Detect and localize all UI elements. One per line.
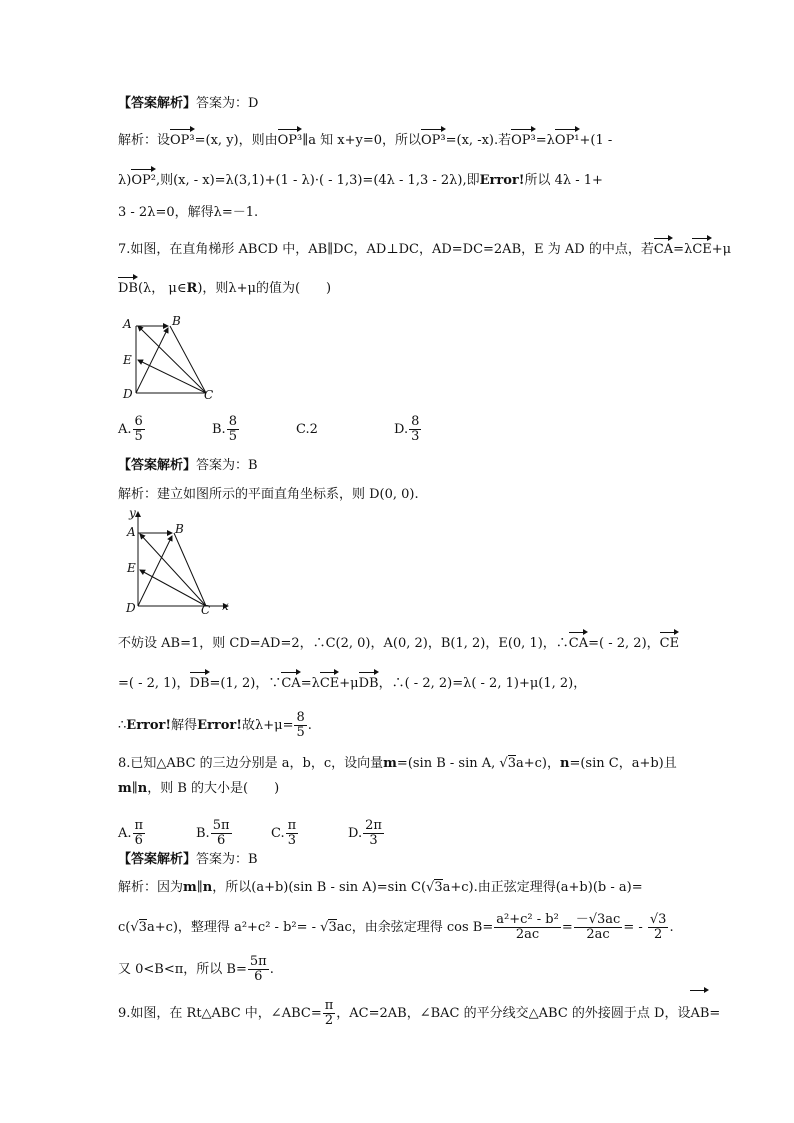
trapezoid-figure — [118, 310, 228, 402]
fig2-label-b: B — [175, 522, 184, 536]
question-8-line-1: 8.已知△ABC 的三边分别是 a，b，c，设向量m=(sin B - sin A, √3a+c)，n=(sin C，a+b)且 — [118, 756, 677, 771]
question-9-line-1: 9.如图，在 Rt△ABC 中，∠ABC= $\frac{\pi}{2}$ ，AC=2AB，∠BAC 的平分线交△ABC 的外接圆于点 D，设AB= — [118, 994, 720, 1034]
solution-6-line-2: λ)OP²,则(x, - x)=λ(3,1)+(1 - λ)·( - 1,3)=(4λ - 1,3 - 2λ),即Error!所以 4λ - 1+ — [118, 173, 603, 188]
answer-heading-6: 【答案解析】答案为：D — [118, 96, 259, 111]
option-7-c: C.2 — [296, 422, 318, 437]
answer-heading-8: 【答案解析】答案为：B — [118, 852, 258, 867]
option-8-a: A. $\frac{\pi}{6}$ — [118, 818, 144, 848]
fig1-label-b: B — [172, 314, 181, 328]
solution-8-line-3: 又 0<B<π，所以 B= $\frac{5\pi}{6}$ . — [118, 954, 274, 984]
solution-6-line-1: 解析：设OP³=(x, y)，则由OP³∥a 知 x+y=0，所以OP³=(x, -x).若OP³=λOP¹+(1 - — [118, 133, 613, 148]
fig2-label-y: y — [129, 506, 136, 520]
solution-7-line-4: ∴Error!解得Error!故λ+μ= $\frac{8}{5}$ . — [118, 710, 312, 740]
solution-7-line-1: 解析：建立如图所示的平面直角坐标系，则 D(0, 0). — [118, 487, 419, 502]
fig2-label-a: A — [127, 525, 136, 539]
fig1-label-e: E — [123, 353, 132, 367]
question-7-line-2: DB(λ， μ∈R)，则λ+μ的值为( ) — [118, 281, 332, 296]
solution-7-line-2: 不妨设 AB=1，则 CD=AD=2，∴C(2, 0)，A(0, 2)，B(1, 2)，E(0, 1)，∴CA=( - 2, 2)，CE — [118, 636, 680, 651]
fig2-label-e: E — [127, 561, 136, 575]
solution-6-line-3: 3 - 2λ=0，解得λ=－1. — [118, 205, 259, 220]
solution-8-line-2: c(√3a+c)，整理得 a²+c² - b²= - √3ac，由余弦定理得 cos B= $\frac{\text{a²+c² - b²}}{2ac}$ = $\frac{-√3ac}{2ac}$ = - $\frac{√3}{2}$ . — [118, 912, 674, 942]
option-8-d: D. $\frac{2\pi}{3}$ — [348, 818, 382, 848]
fig1-label-c: C — [204, 388, 214, 402]
question-8-line-2: m∥n，则 B 的大小是( ) — [118, 781, 280, 796]
solution-7-line-3: =( - 2, 1)，DB=(1, 2)，∵CA=λCE+μDB，∴( - 2, 2)=λ( - 2, 1)+μ(1, 2)， — [118, 676, 587, 691]
option-8-c: C. $\frac{\pi}{3}$ — [271, 818, 297, 848]
option-7-d: D. $\frac{8}{3}$ — [394, 414, 420, 444]
fig2-label-d: D — [126, 601, 136, 615]
fig1-label-a: A — [123, 317, 132, 331]
answer-heading-7: 【答案解析】答案为：B — [118, 458, 258, 473]
option-8-b: B. $\frac{5\pi}{6}$ — [196, 818, 230, 848]
question-7-line-1: 7.如图，在直角梯形 ABCD 中，AB∥DC，AD⊥DC，AD=DC=2AB，E 为 AD 的中点，若CA=λCE+μ — [118, 242, 732, 257]
fig1-label-d: D — [123, 387, 133, 401]
fig2-label-x: x — [222, 599, 229, 613]
solution-8-line-1: 解析：因为m∥n，所以(a+b)(sin B - sin A)=sin C(√3a+c).由正弦定理得(a+b)(b - a)= — [118, 880, 643, 895]
coordinate-figure — [118, 506, 238, 616]
option-7-a: A. $\frac{6}{5}$ — [118, 414, 143, 444]
fig2-label-c: C — [201, 603, 211, 616]
option-7-b: B. $\frac{8}{5}$ — [212, 414, 237, 444]
